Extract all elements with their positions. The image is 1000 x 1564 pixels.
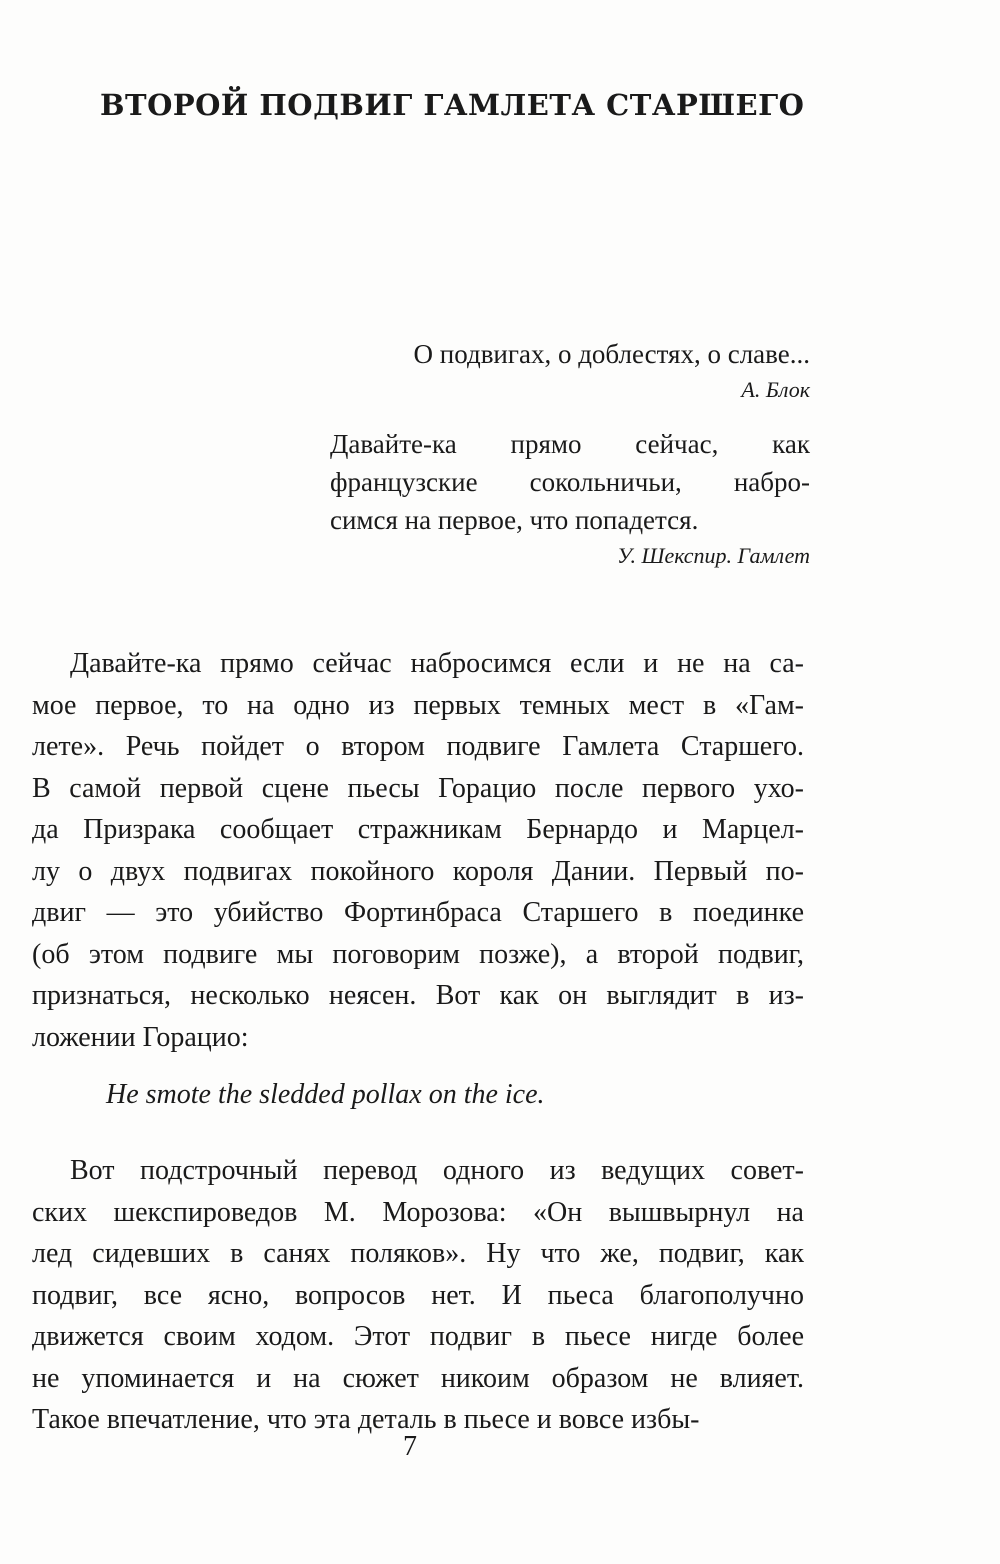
epigraph-author: А. Блок	[741, 377, 810, 402]
epigraph-shakespeare	[330, 425, 810, 573]
epigraph-line: О подвигах, о доблестях, о славе...	[413, 339, 810, 369]
text-line: ложении Горацио:	[32, 1021, 249, 1053]
paragraph-2	[32, 1150, 804, 1441]
text-line: мое первое, то на одно из первых темных мест в «Гам-	[32, 689, 804, 721]
text-line: В самой первой сцене пьесы Горацио после первого ухо-	[32, 772, 804, 804]
text-line: (об этом подвиге мы поговорим позже), а второй подвиг,	[32, 938, 804, 970]
text-line: Давайте-ка прямо сейчас набросимся если и не на са-	[70, 648, 804, 679]
text-line: лете». Речь пойдет о втором подвиге Гамлета Старшего.	[32, 731, 804, 762]
epigraph-line: симся на первое, что попадется.	[330, 505, 699, 535]
text-line: двиг — это убийство Фортинбраса Старшего в поединке	[32, 897, 804, 928]
chapter-title: ВТОРОЙ ПОДВИГ ГАМЛЕТА СТАРШЕГО	[100, 88, 805, 122]
paragraph-1	[32, 643, 804, 1058]
text-line: да Призрака сообщает стражникам Бернардо и Марцел-	[32, 814, 804, 845]
epigraph-line: Давайте-ка прямо сейчас, как	[330, 429, 810, 459]
english-quote: He smote the sledded pollax on the ice.	[106, 1079, 545, 1110]
epigraph-blok	[330, 335, 810, 407]
text-line: ских шекспироведов М. Морозова: «Он вышвырнул на	[32, 1196, 804, 1228]
text-line: Вот подстрочный перевод одного из ведущих совет-	[70, 1155, 804, 1186]
text-line: не упоминается и на сюжет никоим образом не влияет.	[32, 1362, 804, 1394]
epigraph-line: французские сокольничьи, набро-	[330, 467, 810, 497]
text-line: лед сидевших в санях поляков». Ну что же, подвиг, как	[32, 1238, 804, 1269]
text-line: Такое впечатление, что эта деталь в пьесе и вовсе избы-	[32, 1404, 700, 1435]
text-line: движется своим ходом. Этот подвиг в пьесе нигде более	[32, 1321, 804, 1352]
text-line: подвиг, все ясно, вопросов нет. И пьеса благополучно	[32, 1279, 804, 1311]
epigraph-author: У. Шекспир. Гамлет	[617, 543, 810, 568]
page-number: 7	[403, 1431, 417, 1462]
text-line: признаться, несколько неясен. Вот как он выглядит в из-	[32, 980, 804, 1011]
text-line: лу о двух подвигах покойного короля Дании. Первый по-	[32, 855, 804, 887]
